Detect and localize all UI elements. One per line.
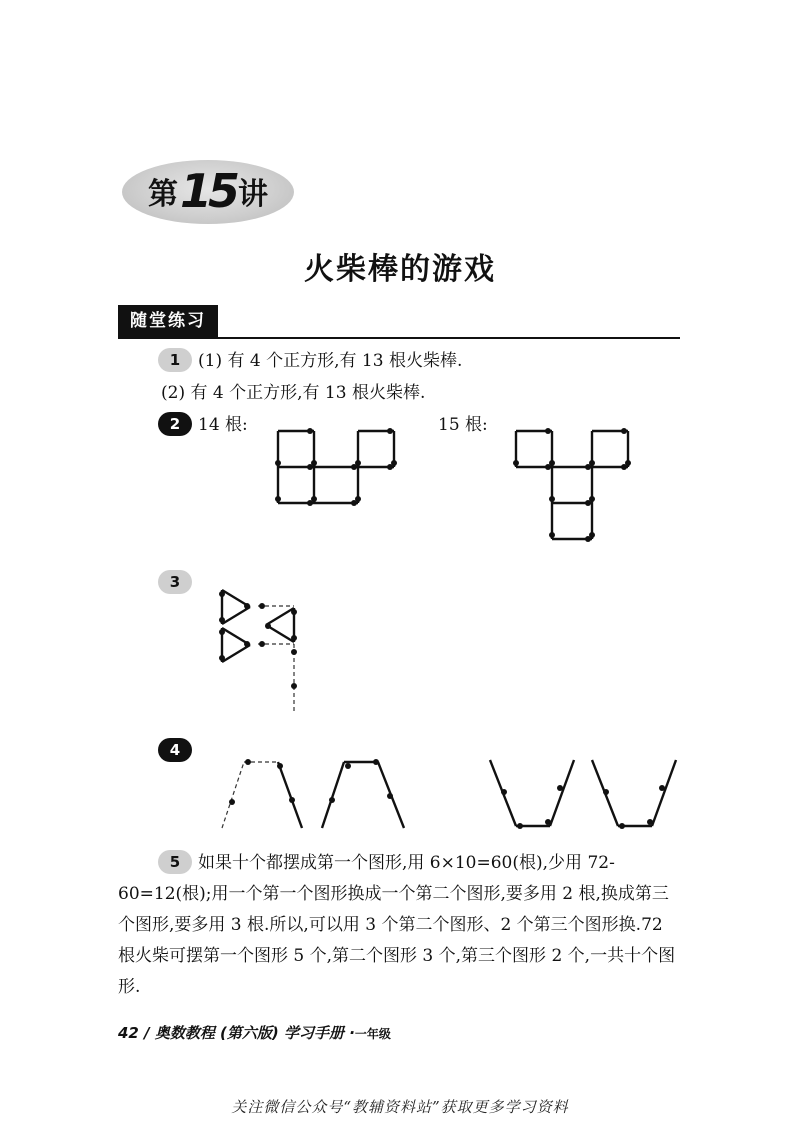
- footer-slash: /: [144, 1024, 150, 1042]
- bottom-watermark-note: 关注微信公众号“教辅资料站”获取更多学习资料: [231, 1098, 569, 1116]
- lesson-prefix: 第: [147, 177, 178, 212]
- grade-label: 一年级: [354, 1027, 391, 1041]
- q4-badge: 4: [158, 738, 192, 762]
- q3-badge: 3: [158, 570, 192, 594]
- q1-line-2: (2) 有 4 个正方形,有 13 根火柴棒.: [161, 383, 426, 403]
- q3-line: [158, 570, 198, 594]
- section-divider: [118, 337, 680, 339]
- q1-line-1: [158, 346, 462, 372]
- q2-badge: 2: [158, 412, 192, 436]
- q1-text-1: (1) 有 4 个正方形,有 13 根火柴棒.: [198, 351, 463, 371]
- book-title: 奥数教程 (第六版) 学习手册 ·: [154, 1024, 355, 1042]
- section-tag: 随堂练习: [118, 305, 218, 337]
- q2-label-14: 14 根:: [198, 415, 248, 435]
- q4-line: [158, 738, 198, 762]
- figure-14-matches: [270, 424, 400, 510]
- lesson-number: 15: [179, 164, 236, 218]
- q2-line: [158, 410, 248, 436]
- q5-badge: 5: [158, 850, 192, 874]
- lesson-heading: [122, 164, 294, 218]
- q1-badge: 1: [158, 348, 192, 372]
- figure-zigzag-shapes: [214, 754, 684, 834]
- page-title: 火柴棒的游戏: [304, 252, 496, 287]
- page-footer: [118, 1022, 391, 1043]
- q2-label-15: 15 根:: [438, 415, 488, 435]
- figure-triangles: [214, 586, 306, 718]
- lesson-suffix: 讲: [238, 177, 268, 212]
- lesson-badge: [122, 160, 294, 224]
- q5-paragraph: [118, 848, 684, 1003]
- q5-text: 如果十个都摆成第一个图形,用 6×10=60(根),少用 72-60=12(根);用一个第一个图形换成一个第二个图形,要多用 2 根,换成第三个图形,要多用 3 根.所以,可以用 3 个第二个图形、2 个第三个图形换.72 根火柴可摆第一个图形 5 个,第二个图形 3 个,第三个图形 2 个,一共十个图形.: [118, 853, 676, 997]
- figure-15-matches: [508, 424, 640, 546]
- page-number: 42: [118, 1024, 139, 1042]
